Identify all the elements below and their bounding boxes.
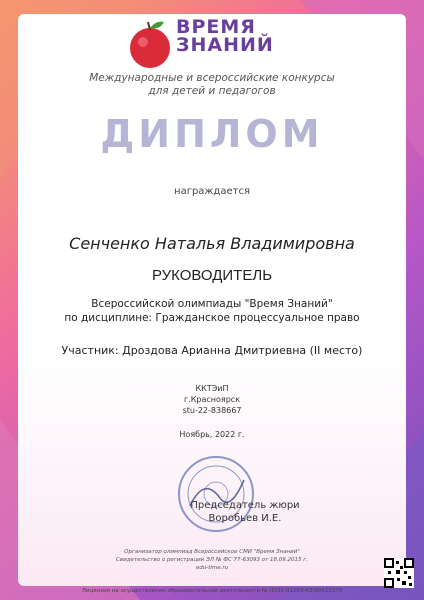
- meta-org: ККТЭиП: [195, 384, 229, 393]
- footer-line-2: Свидетельство о регистрации ЭЛ № ФС 77-63093 от 18.09.2015 г.: [116, 557, 308, 563]
- footer: [40, 548, 384, 572]
- footer-line-1: Организатор олимпиад Всероссийское СМИ "Время Знаний": [124, 549, 300, 555]
- logo-text: [176, 18, 274, 54]
- olympiad-line-2: по дисциплине: Гражданское процессуальное право: [64, 312, 360, 324]
- meta-code: stu-22-838667: [182, 406, 242, 415]
- subtitle-line-1: Международные и всероссийские конкурсы: [89, 72, 335, 84]
- olympiad-line-1: Всероссийской олимпиады "Время Знаний": [91, 298, 333, 310]
- meta-city: г.Красноярск: [183, 395, 241, 404]
- signature-title: Председатель жюри: [190, 500, 300, 511]
- olympiad-description: [40, 297, 384, 325]
- qr-code-icon: [384, 558, 414, 588]
- subtitle-line-2: для детей и педагогов: [148, 85, 276, 97]
- issue-date: Ноябрь, 2022 г.: [179, 430, 245, 439]
- signature-block: [190, 499, 300, 525]
- subtitle: [40, 72, 384, 98]
- recipient-name: Сенченко Наталья Владимировна: [69, 234, 355, 253]
- license-line: Лицензия на осуществление образовательной деятельности № Л035-01263-63/00622379: [81, 588, 343, 594]
- logo-line-1: ВРЕМЯ: [176, 16, 256, 38]
- recipient-role: РУКОВОДИТЕЛЬ: [151, 267, 273, 284]
- meta-block: [40, 383, 384, 416]
- signature-name: Воробьев И.Е.: [208, 513, 282, 524]
- diploma-title: ДИПЛОМ: [100, 112, 324, 156]
- participant-line: Участник: Дроздова Арианна Дмитриевна (II место): [61, 344, 363, 357]
- awarded-label: награждается: [174, 186, 250, 197]
- logo-line-2: ЗНАНИЙ: [176, 34, 274, 56]
- footer-line-3: edu-time.ru: [195, 565, 229, 571]
